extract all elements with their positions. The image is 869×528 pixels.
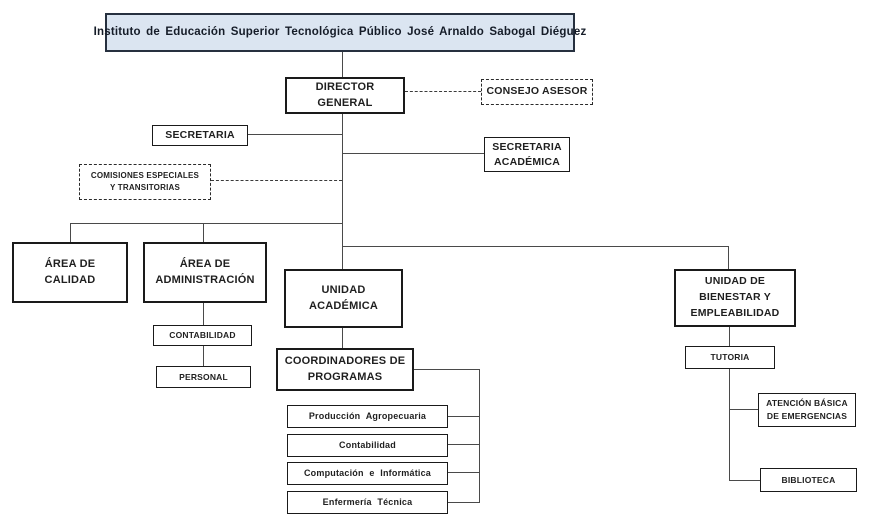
- node-programa-produccion-agropecuaria: [287, 405, 448, 428]
- node-personal: [156, 366, 251, 388]
- connector-left-branch: [70, 223, 343, 224]
- node-label: CONSEJO ASESOR: [486, 85, 588, 98]
- node-label: ATENCIÓN BÁSICA: [766, 398, 848, 409]
- connector-coordinadores-bus: [414, 369, 480, 370]
- connector-drop-calidad: [70, 223, 71, 243]
- node-label: Computación e Informática: [303, 467, 431, 478]
- node-atencion-basica-emergencias: [758, 393, 856, 427]
- connector-admin-contabilidad: [203, 303, 204, 325]
- connector-prog-2: [448, 444, 480, 445]
- connector-prog-1: [448, 416, 480, 417]
- node-label: CALIDAD: [44, 273, 96, 286]
- connector-secretaria: [248, 134, 343, 135]
- node-label: UNIDAD DE: [704, 275, 766, 288]
- node-programa-computacion-informatica: [287, 462, 448, 485]
- connector-tutoria-down: [729, 369, 730, 481]
- node-label: CONTABILIDAD: [169, 330, 236, 341]
- node-unidad-academica: [284, 269, 403, 328]
- node-label: UNIDAD: [321, 283, 366, 296]
- node-director-general: [285, 77, 405, 114]
- node-tutoria: [685, 346, 775, 369]
- node-label: DE EMERGENCIAS: [766, 411, 848, 421]
- node-contabilidad-admin: [153, 325, 252, 346]
- node-label: DIRECTOR: [315, 80, 375, 93]
- node-label: BIENESTAR Y: [699, 291, 771, 304]
- connector-prog-4: [448, 502, 480, 503]
- node-label: ACADÉMICA: [494, 155, 560, 168]
- node-label: COORDINADORES DE: [284, 354, 406, 367]
- connector-secretaria-academica: [343, 153, 484, 154]
- connector-drop-administracion: [203, 223, 204, 243]
- node-programa-contabilidad: [287, 434, 448, 457]
- node-label: ADMINISTRACIÓN: [155, 273, 255, 286]
- node-consejo-asesor: [481, 79, 593, 105]
- node-label: ÁREA DE: [179, 257, 231, 270]
- node-secretaria-academica: [484, 137, 570, 172]
- connector-academica-coordinadores: [342, 328, 343, 348]
- connector-drop-bienestar: [728, 246, 729, 269]
- node-label: SECRETARIA: [165, 128, 235, 141]
- institution-title-box: [93, 13, 587, 52]
- node-label: PROGRAMAS: [307, 370, 383, 383]
- node-label: EMPLEABILIDAD: [690, 306, 780, 319]
- node-label: ÁREA DE: [44, 257, 96, 270]
- connector-prog-3: [448, 472, 480, 473]
- connector-title-director: [342, 52, 343, 77]
- node-area-administracion: [143, 242, 267, 303]
- node-label: Contabilidad: [339, 439, 396, 450]
- connector-atencion: [729, 409, 758, 410]
- node-comisiones-especiales: [79, 164, 211, 200]
- node-label: ACADÉMICA: [308, 299, 379, 312]
- node-label: Producción Agropecuaria: [308, 410, 427, 421]
- node-label: COMISIONES ESPECIALES: [90, 171, 200, 181]
- connector-consejo-asesor-dashed: [405, 91, 481, 92]
- connector-contabilidad-personal: [203, 346, 204, 366]
- node-secretaria: [152, 125, 248, 146]
- node-unidad-bienestar-empleabilidad: [674, 269, 796, 327]
- node-label: Enfermería Técnica: [322, 496, 413, 507]
- node-label: SECRETARIA: [492, 141, 562, 154]
- node-label: GENERAL: [317, 96, 373, 109]
- institution-title: Instituto de Educación Superior Tecnológica Público José Arnaldo Sabogal Diéguez: [93, 26, 587, 39]
- connector-comisiones-dashed: [211, 180, 342, 181]
- connector-bienestar-tutoria: [729, 326, 730, 347]
- node-label: Y TRANSITORIAS: [109, 183, 181, 192]
- node-coordinadores-programas: [276, 348, 414, 391]
- connector-right-branch: [342, 246, 729, 247]
- node-area-calidad: [12, 242, 128, 303]
- node-label: TUTORIA: [710, 352, 750, 363]
- node-biblioteca: [760, 468, 857, 492]
- connector-biblioteca: [729, 480, 760, 481]
- node-label: PERSONAL: [179, 371, 228, 382]
- node-label: BIBLIOTECA: [781, 474, 836, 485]
- node-programa-enfermeria-tecnica: [287, 491, 448, 514]
- connector-programas-bus: [479, 369, 480, 503]
